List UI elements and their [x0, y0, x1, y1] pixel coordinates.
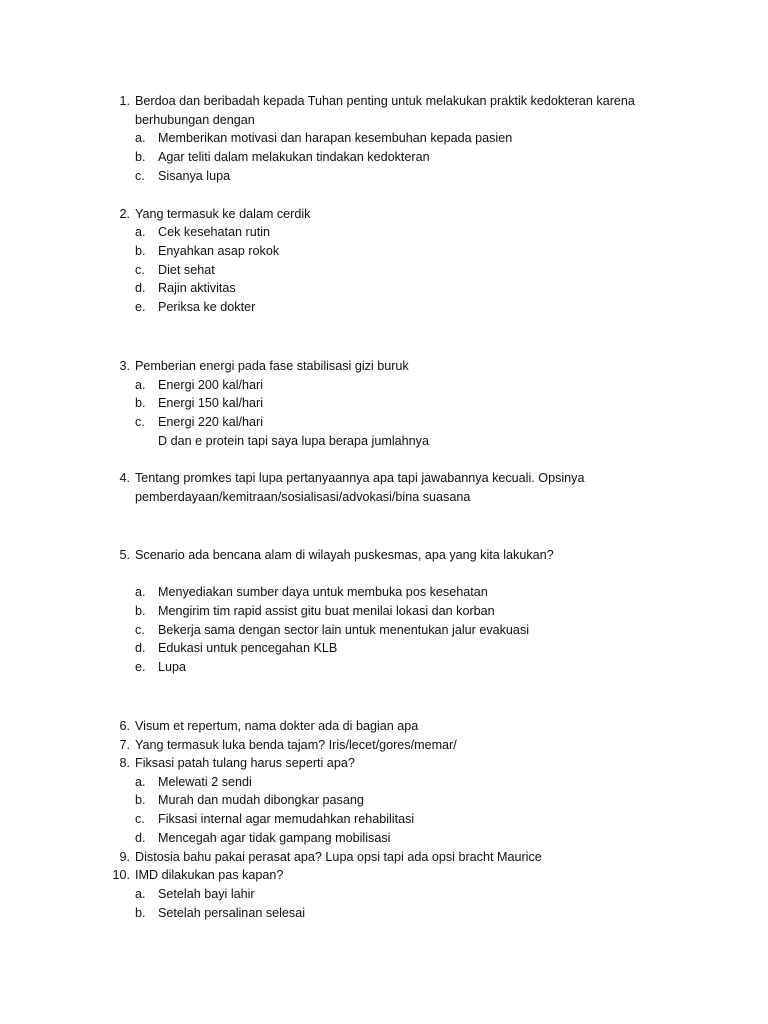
- option-letter: a.: [135, 131, 146, 145]
- question-text: Tentang promkes tapi lupa pertanyaannya apa tapi jawabannya kecuali. Opsinya pemberdayaan/kemitraan/sosialisasi/advokasi/bina suasana: [135, 471, 585, 504]
- option-text: Diet sehat: [158, 263, 215, 277]
- option-text: Enyahkan asap rokok: [158, 244, 280, 258]
- option-text: Murah dan mudah dibongkar pasang: [158, 793, 364, 807]
- option-letter: b.: [135, 244, 146, 258]
- option-letter: d.: [135, 641, 146, 655]
- option-text: Energi 200 kal/hari: [158, 378, 264, 392]
- option-text: Bekerja sama dengan sector lain untuk menentukan jalur evakuasi: [158, 623, 530, 637]
- option-letter: b.: [135, 396, 146, 410]
- option-letter: a.: [135, 225, 146, 239]
- option-letter: d.: [135, 281, 146, 295]
- option-text: Setelah bayi lahir: [158, 887, 255, 901]
- question-text: Distosia bahu pakai perasat apa? Lupa opsi tapi ada opsi bracht Maurice: [135, 850, 542, 864]
- option-letter: b.: [135, 604, 146, 618]
- option-letter: c.: [135, 415, 145, 429]
- option-text: Cek kesehatan rutin: [158, 225, 271, 239]
- option-letter: a.: [135, 378, 146, 392]
- option-text: Periksa ke dokter: [158, 300, 256, 314]
- question-text: Visum et repertum, nama dokter ada di bagian apa: [135, 719, 419, 733]
- option-text: Melewati 2 sendi: [158, 775, 252, 789]
- note-text: D dan e protein tapi saya lupa berapa jumlahnya: [158, 434, 429, 448]
- option-text: Edukasi untuk pencegahan KLB: [158, 641, 338, 655]
- option-letter: e.: [135, 660, 146, 674]
- option-letter: b.: [135, 793, 146, 807]
- option-text: Setelah persalinan selesai: [158, 906, 306, 920]
- option-text: Energi 150 kal/hari: [158, 396, 264, 410]
- question-number: 5.: [119, 548, 130, 562]
- question-number: 6.: [119, 719, 130, 733]
- question-number: 7.: [119, 738, 130, 752]
- option-letter: e.: [135, 300, 146, 314]
- question-text: IMD dilakukan pas kapan?: [135, 868, 284, 882]
- option-text: Menyediakan sumber daya untuk membuka pos kesehatan: [158, 585, 488, 599]
- option-letter: c.: [135, 812, 145, 826]
- option-letter: c.: [135, 623, 145, 637]
- option-letter: d.: [135, 831, 146, 845]
- question-number: 3.: [119, 359, 130, 373]
- question-number: 4.: [119, 471, 130, 485]
- option-letter: b.: [135, 150, 146, 164]
- question-number: 10.: [112, 868, 130, 882]
- option-text: Sisanya lupa: [158, 169, 231, 183]
- question-text: Scenario ada bencana alam di wilayah puskesmas, apa yang kita lakukan?: [135, 548, 554, 562]
- option-letter: c.: [135, 263, 145, 277]
- option-text: Lupa: [158, 660, 187, 674]
- option-text: Energi 220 kal/hari: [158, 415, 264, 429]
- question-text: Fiksasi patah tulang harus seperti apa?: [135, 756, 355, 770]
- question-text: Pemberian energi pada fase stabilisasi gizi buruk: [135, 359, 409, 373]
- option-text: Memberikan motivasi dan harapan kesembuhan kepada pasien: [158, 131, 513, 145]
- question-number: 1.: [119, 94, 130, 108]
- option-letter: c.: [135, 169, 145, 183]
- option-text: Mencegah agar tidak gampang mobilisasi: [158, 831, 391, 845]
- option-text: Fiksasi internal agar memudahkan rehabilitasi: [158, 812, 415, 826]
- option-letter: a.: [135, 585, 146, 599]
- question-text: Yang termasuk ke dalam cerdik: [135, 207, 311, 221]
- option-letter: b.: [135, 906, 146, 920]
- option-text: Mengirim tim rapid assist gitu buat menilai lokasi dan korban: [158, 604, 495, 618]
- option-letter: a.: [135, 775, 146, 789]
- question-number: 8.: [119, 756, 130, 770]
- question-text: Berdoa dan beribadah kepada Tuhan penting untuk melakukan praktik kedokteran karena berhubungan dengan: [135, 94, 635, 127]
- question-number: 2.: [119, 207, 130, 221]
- option-text: Agar teliti dalam melakukan tindakan kedokteran: [158, 150, 430, 164]
- option-text: Rajin aktivitas: [158, 281, 236, 295]
- option-letter: a.: [135, 887, 146, 901]
- question-text: Yang termasuk luka benda tajam? Iris/lecet/gores/memar/: [135, 738, 457, 752]
- question-number: 9.: [119, 850, 130, 864]
